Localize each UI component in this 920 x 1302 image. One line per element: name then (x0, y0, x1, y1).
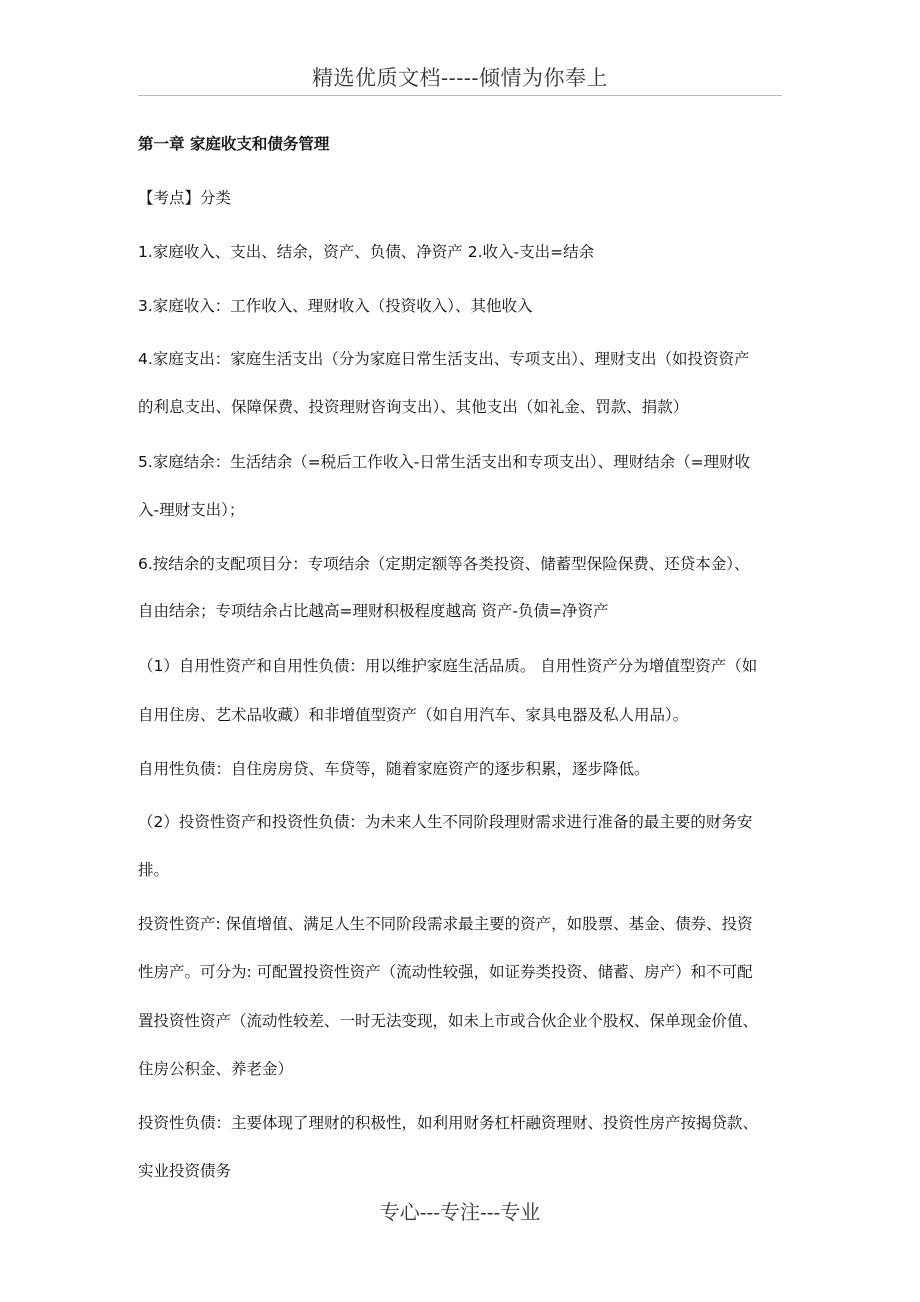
paragraph-line: 自由结余；专项结余占比越高=理财积极程度越高 资产-负债=净资产 (138, 602, 609, 620)
paragraph-line: （1）自用性资产和自用性负债：用以维护家庭生活品质。 自用性资产分为增值型资产（如 (138, 657, 758, 675)
header-divider (138, 95, 782, 96)
paragraph-line: 4.家庭支出：家庭生活支出（分为家庭日常生活支出、专项支出）、理财支出（如投资资产 (138, 350, 750, 368)
paragraph-line: 自用住房、艺术品收藏）和非增值型资产（如自用汽车、家具电器及私人用品）。 (138, 706, 689, 724)
page-footer-text: 专心---专注---专业 (379, 1200, 541, 1224)
page-header-title: 精选优质文档-----倾情为你奉上 (312, 66, 608, 90)
paragraph-line: 投资性负债：主要体现了理财的积极性，如利用财务杠杆融资理财、投资性房产按揭贷款、 (138, 1114, 759, 1132)
paragraph-line: 置投资性资产（流动性较差、一时无法变现，如未上市或合伙企业个股权、保单现金价值、 (138, 1012, 759, 1030)
paragraph-line: 1.家庭收入、支出、结余，资产、负债、净资产 2.收入-支出=结余 (138, 243, 595, 261)
paragraph-line: 住房公积金、养老金） (138, 1060, 294, 1078)
paragraph-line: （2）投资性资产和投资性负债：为未来人生不同阶段理财需求进行准备的最主要的财务安 (138, 813, 753, 831)
section-label: 【考点】分类 (138, 189, 232, 207)
paragraph-line: 3.家庭收入：工作收入、理财收入（投资收入）、其他收入 (138, 297, 533, 315)
paragraph-line: 性房产。可分为: 可配置投资性资产（流动性较强，如证券类投资、储蓄、房产）和不可配 (138, 963, 753, 981)
paragraph-line: 6.按结余的支配项目分：专项结余（定期定额等各类投资、储蓄型保险保费、还贷本金）、 (138, 555, 750, 573)
paragraph-line: 入-理财支出）； (138, 501, 245, 519)
paragraph-line: 实业投资债务 (138, 1162, 232, 1180)
paragraph-line: 5.家庭结余：生活结余（=税后工作收入-日常生活支出和专项支出）、理财结余（=理财收 (138, 453, 751, 471)
chapter-heading: 第一章 家庭收支和债务管理 (138, 135, 330, 153)
paragraph-line: 的利息支出、保障保费、投资理财咨询支出）、其他支出（如礼金、罚款、捐款） (138, 398, 689, 416)
paragraph-line: 自用性负债：自住房房贷、车贷等，随着家庭资产的逐步积累，逐步降低。 (138, 760, 650, 778)
paragraph-line: 投资性资产: 保值增值、满足人生不同阶段需求最主要的资产，如股票、基金、债券、投资 (138, 915, 753, 933)
paragraph-line: 排。 (138, 861, 170, 879)
